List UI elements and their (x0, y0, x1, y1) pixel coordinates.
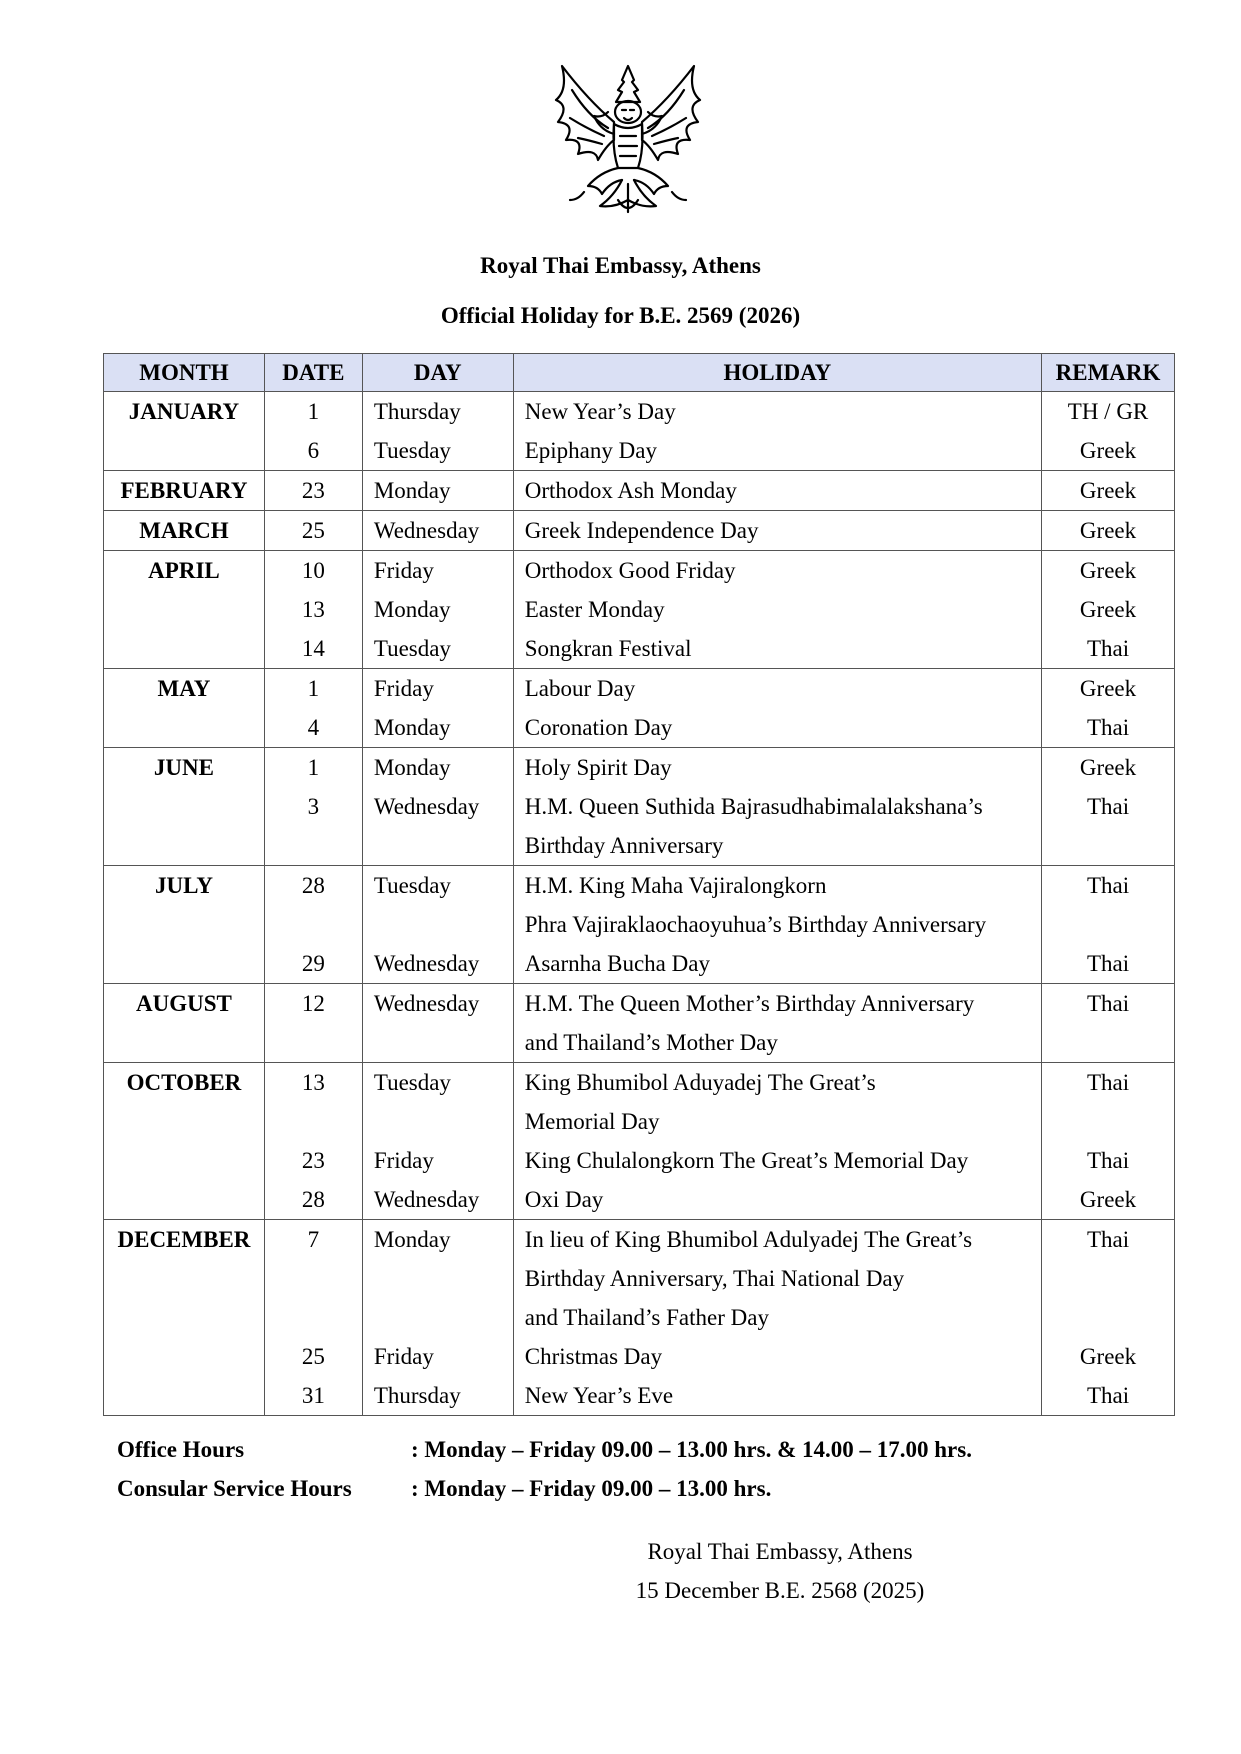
table-row (104, 669, 1175, 709)
holiday-cell (513, 748, 1041, 788)
holiday-table (103, 353, 1175, 1416)
table-row (104, 392, 1175, 432)
table-row (104, 1180, 1175, 1220)
column-header: DATE (264, 354, 362, 392)
signature-org: Royal Thai Embassy, Athens (647, 1539, 913, 1564)
holiday-cell (513, 590, 1041, 629)
holiday-line: Songkran Festival (524, 636, 692, 661)
column-header: DAY (362, 354, 513, 392)
month-cell (104, 590, 265, 629)
date-cell: 28 (264, 1180, 362, 1220)
holiday-cell (513, 1141, 1041, 1180)
holiday-cell (513, 1180, 1041, 1220)
date-cell: 25 (264, 511, 362, 551)
remark-cell: Greek (1042, 431, 1175, 471)
column-header: HOLIDAY (513, 354, 1041, 392)
date-cell: 28 (264, 866, 362, 945)
month-cell: JUNE (104, 748, 265, 788)
date-cell: 31 (264, 1376, 362, 1416)
day-cell: Monday (362, 1220, 513, 1338)
holiday-line: New Year’s Day (524, 399, 676, 424)
holiday-cell (513, 1337, 1041, 1376)
month-cell: JANUARY (104, 392, 265, 432)
date-cell: 23 (264, 471, 362, 511)
table-row (104, 511, 1175, 551)
table-row (104, 551, 1175, 591)
holiday-cell (513, 1376, 1041, 1416)
holiday-cell (513, 511, 1041, 551)
holiday-line: Orthodox Ash Monday (524, 478, 737, 503)
holiday-line: Birthday Anniversary, Thai National Day (524, 1266, 905, 1291)
holiday-line: Birthday Anniversary (524, 833, 724, 858)
remark-cell: Thai (1042, 787, 1175, 866)
table-row (104, 471, 1175, 511)
table-row (104, 1376, 1175, 1416)
day-cell: Wednesday (362, 944, 513, 984)
holiday-cell (513, 866, 1041, 945)
month-cell: MARCH (104, 511, 265, 551)
remark-cell: Thai (1042, 629, 1175, 669)
day-cell: Monday (362, 590, 513, 629)
remark-cell: Greek (1042, 471, 1175, 511)
holiday-line: New Year’s Eve (524, 1383, 674, 1408)
month-cell: JULY (104, 866, 265, 945)
day-cell: Monday (362, 748, 513, 788)
remark-cell: Greek (1042, 1180, 1175, 1220)
day-cell: Friday (362, 1337, 513, 1376)
document-subtitle: Official Holiday for B.E. 2569 (2026) (440, 303, 801, 328)
holiday-line: Oxi Day (524, 1187, 604, 1212)
holiday-cell (513, 431, 1041, 471)
office-hours-value: : Monday – Friday 09.00 – 13.00 hrs. & 14.00 – 17.00 hrs. (411, 1437, 972, 1462)
embassy-title: Royal Thai Embassy, Athens (480, 253, 761, 278)
remark-cell: Thai (1042, 1141, 1175, 1180)
holiday-cell (513, 787, 1041, 866)
holiday-cell (513, 944, 1041, 984)
holiday-line: Memorial Day (524, 1109, 660, 1134)
remark-cell: Thai (1042, 1376, 1175, 1416)
day-cell: Tuesday (362, 866, 513, 945)
holiday-cell (513, 1220, 1041, 1338)
holiday-line: H.M. King Maha Vajiralongkorn (524, 873, 827, 898)
day-cell: Friday (362, 1141, 513, 1180)
holiday-line: Greek Independence Day (524, 518, 759, 543)
holiday-cell (513, 471, 1041, 511)
holiday-line: and Thailand’s Father Day (524, 1305, 769, 1330)
signature-date: 15 December B.E. 2568 (2025) (635, 1578, 925, 1603)
holiday-line: Epiphany Day (524, 438, 657, 463)
holiday-cell (513, 708, 1041, 748)
holiday-line: Asarnha Bucha Day (524, 951, 710, 976)
column-header: MONTH (104, 354, 265, 392)
date-cell: 1 (264, 748, 362, 788)
date-cell: 10 (264, 551, 362, 591)
holiday-cell (513, 392, 1041, 432)
holiday-cell (513, 984, 1041, 1063)
remark-cell: Thai (1042, 984, 1175, 1063)
remark-cell: Thai (1042, 708, 1175, 748)
month-cell: APRIL (104, 551, 265, 591)
day-cell: Monday (362, 471, 513, 511)
holiday-line: Labour Day (524, 676, 636, 701)
remark-cell: Thai (1042, 1063, 1175, 1142)
remark-cell: Greek (1042, 1337, 1175, 1376)
consular-hours-label: Consular Service Hours (117, 1476, 352, 1501)
day-cell: Wednesday (362, 511, 513, 551)
consular-hours-value: : Monday – Friday 09.00 – 13.00 hrs. (411, 1476, 772, 1501)
date-cell: 6 (264, 431, 362, 471)
month-cell (104, 1141, 265, 1180)
remark-cell: Greek (1042, 748, 1175, 788)
day-cell: Friday (362, 669, 513, 709)
remark-cell: Greek (1042, 551, 1175, 591)
month-cell (104, 787, 265, 866)
remark-cell: Greek (1042, 669, 1175, 709)
holiday-line: Coronation Day (524, 715, 673, 740)
date-cell: 1 (264, 669, 362, 709)
holiday-cell (513, 669, 1041, 709)
date-cell: 12 (264, 984, 362, 1063)
day-cell: Wednesday (362, 1180, 513, 1220)
table-row (104, 1220, 1175, 1338)
holiday-line: H.M. The Queen Mother’s Birthday Anniversary (524, 991, 975, 1016)
table-row (104, 708, 1175, 748)
table-row (104, 944, 1175, 984)
day-cell: Tuesday (362, 431, 513, 471)
table-row (104, 1337, 1175, 1376)
date-cell: 3 (264, 787, 362, 866)
table-row (104, 866, 1175, 945)
date-cell: 14 (264, 629, 362, 669)
month-cell: AUGUST (104, 984, 265, 1063)
holiday-line: King Chulalongkorn The Great’s Memorial Day (524, 1148, 969, 1173)
day-cell: Wednesday (362, 984, 513, 1063)
day-cell: Tuesday (362, 629, 513, 669)
holiday-line: and Thailand’s Mother Day (524, 1030, 778, 1055)
date-cell: 1 (264, 392, 362, 432)
garuda-emblem-icon (548, 60, 708, 218)
month-cell (104, 1180, 265, 1220)
table-header (104, 354, 1175, 392)
date-cell: 4 (264, 708, 362, 748)
month-cell (104, 1337, 265, 1376)
month-cell (104, 944, 265, 984)
holiday-line: Orthodox Good Friday (524, 558, 736, 583)
month-cell (104, 431, 265, 471)
table-row (104, 787, 1175, 866)
day-cell: Thursday (362, 1376, 513, 1416)
month-cell: OCTOBER (104, 1063, 265, 1142)
remark-cell: Greek (1042, 590, 1175, 629)
month-cell (104, 629, 265, 669)
month-cell: MAY (104, 669, 265, 709)
date-cell: 29 (264, 944, 362, 984)
column-header: REMARK (1042, 354, 1175, 392)
month-cell (104, 1376, 265, 1416)
table-row (104, 629, 1175, 669)
holiday-cell (513, 1063, 1041, 1142)
date-cell: 23 (264, 1141, 362, 1180)
table-row (104, 431, 1175, 471)
table-row (104, 590, 1175, 629)
office-hours-label: Office Hours (117, 1437, 245, 1462)
day-cell: Thursday (362, 392, 513, 432)
day-cell: Friday (362, 551, 513, 591)
holiday-line: King Bhumibol Aduyadej The Great’s (524, 1070, 876, 1095)
holiday-cell (513, 629, 1041, 669)
date-cell: 7 (264, 1220, 362, 1338)
holiday-line: Christmas Day (524, 1344, 663, 1369)
month-cell (104, 708, 265, 748)
day-cell: Wednesday (362, 787, 513, 866)
holiday-line: H.M. Queen Suthida Bajrasudhabimalalakshana’s (524, 794, 983, 819)
holiday-cell (513, 551, 1041, 591)
day-cell: Monday (362, 708, 513, 748)
day-cell: Tuesday (362, 1063, 513, 1142)
table-row (104, 1141, 1175, 1180)
date-cell: 13 (264, 590, 362, 629)
table-row (104, 984, 1175, 1063)
holiday-line: In lieu of King Bhumibol Adulyadej The Great’s (524, 1227, 973, 1252)
remark-cell: Thai (1042, 1220, 1175, 1338)
table-row (104, 748, 1175, 788)
month-cell: DECEMBER (104, 1220, 265, 1338)
remark-cell: TH / GR (1042, 392, 1175, 432)
month-cell: FEBRUARY (104, 471, 265, 511)
holiday-line: Easter Monday (524, 597, 665, 622)
holiday-line: Holy Spirit Day (524, 755, 672, 780)
remark-cell: Thai (1042, 866, 1175, 945)
remark-cell: Greek (1042, 511, 1175, 551)
date-cell: 13 (264, 1063, 362, 1142)
remark-cell: Thai (1042, 944, 1175, 984)
date-cell: 25 (264, 1337, 362, 1376)
table-row (104, 1063, 1175, 1142)
holiday-line: Phra Vajiraklaochaoyuhua’s Birthday Anniversary (524, 912, 987, 937)
